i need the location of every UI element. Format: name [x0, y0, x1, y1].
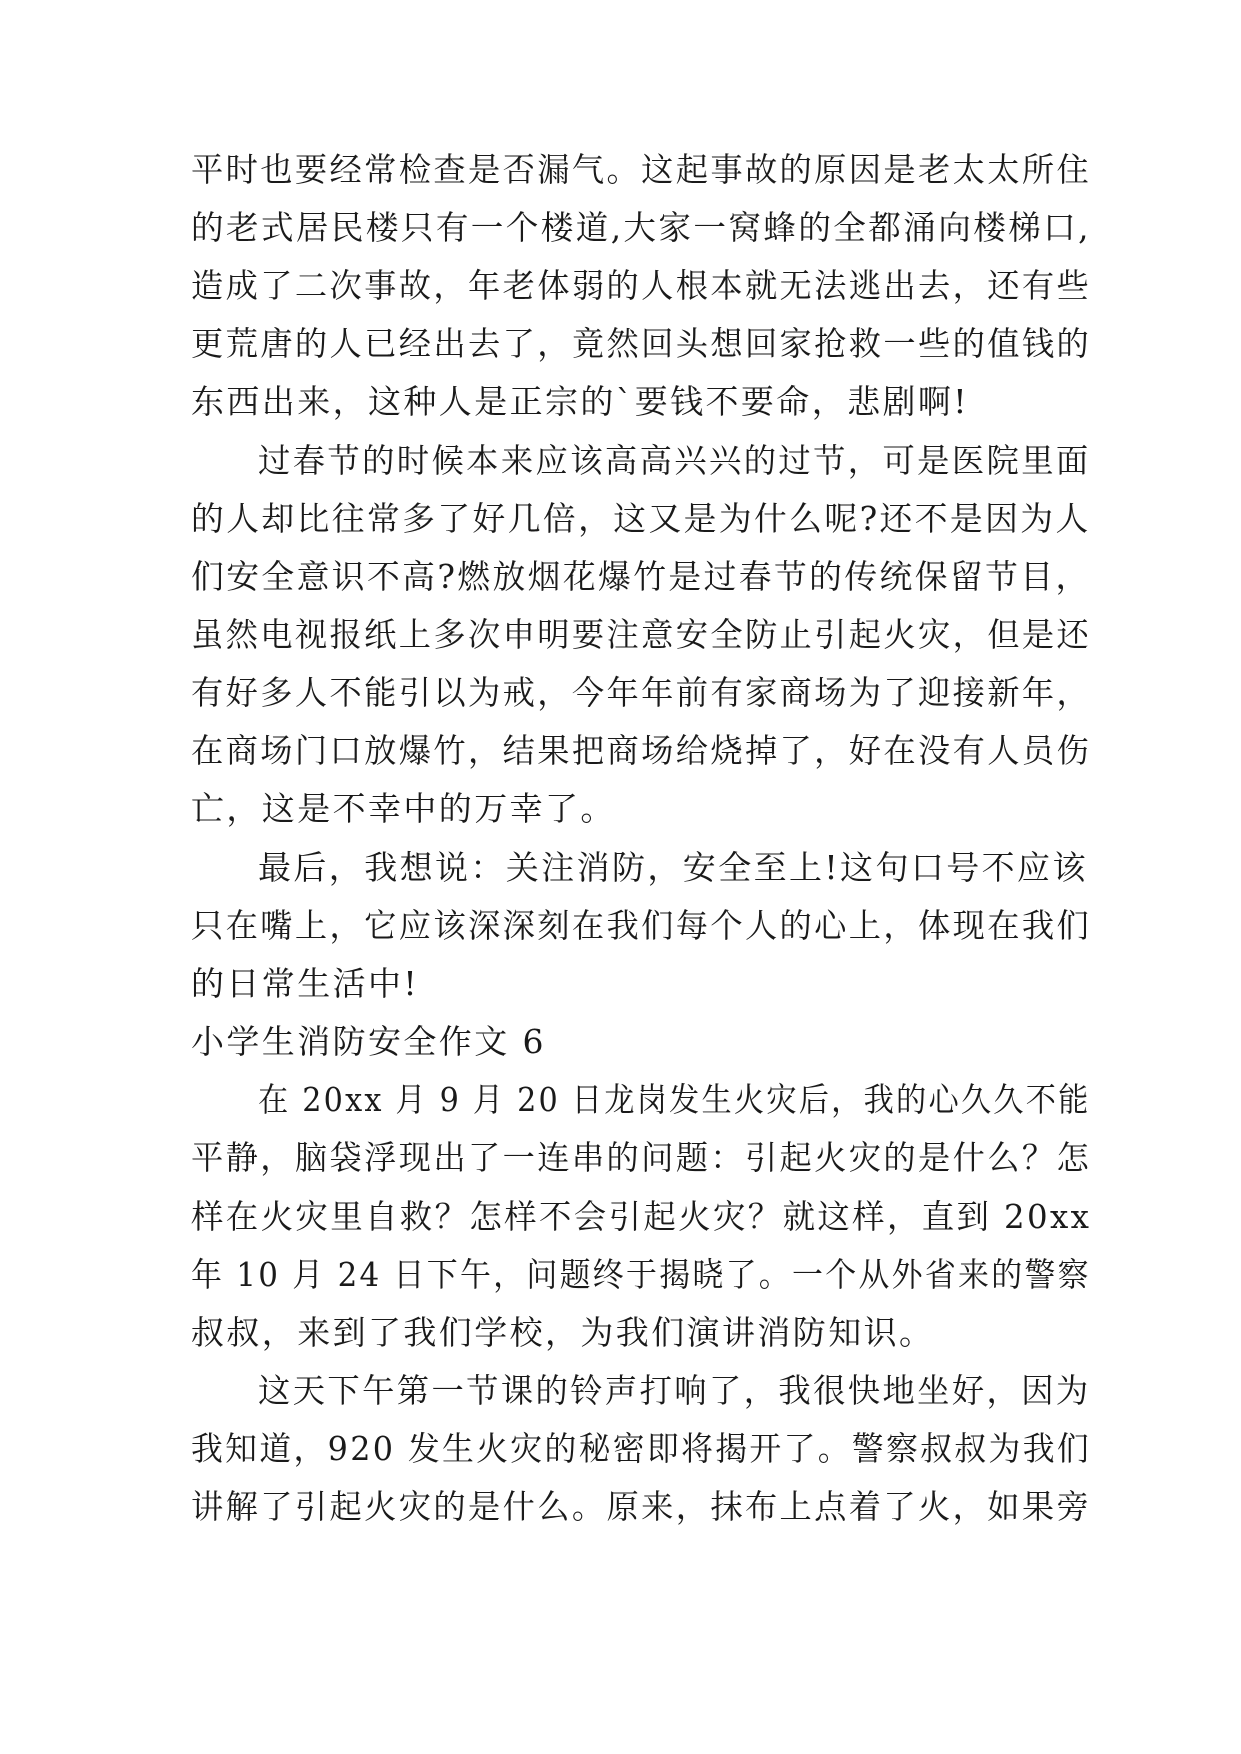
paragraph-first-line: 这天下午第一节课的铃声打响了，我很快地坐好，因为 [258, 1371, 1091, 1410]
text-line: 亡，这是不幸中的万幸了。 [191, 789, 616, 828]
section-heading: 小学生消防安全作文 6 [191, 1022, 546, 1061]
text-line: 东西出来，这种人是正宗的`要钱不要命，悲剧啊! [191, 382, 969, 421]
text-line: 的日常生活中! [191, 964, 420, 1003]
paragraph-first-line: 在 20xx 月 9 月 20 日龙岗发生火灾后，我的心久久不能 [258, 1080, 1091, 1119]
text-line: 有好多人不能引以为戒，今年年前有家商场为了迎接新年， [191, 673, 1092, 712]
text-line: 叔叔，来到了我们学校，为我们演讲消防知识。 [191, 1313, 935, 1352]
text-line: 虽然电视报纸上多次申明要注意安全防止引起火灾，但是还 [191, 615, 1092, 654]
text-line: 们安全意识不高?燃放烟花爆竹是过春节的传统保留节目， [191, 557, 1091, 596]
text-line: 的人却比往常多了好几倍，这又是为什么呢?还不是因为人 [191, 499, 1091, 538]
text-line: 在商场门口放爆竹，结果把商场给烧掉了，好在没有人员伤 [191, 731, 1092, 770]
text-line: 样在火灾里自救？怎样不会引起火灾？就这样，直到 20xx [191, 1197, 1092, 1236]
text-line: 更荒唐的人已经出去了，竟然回头想回家抢救一些的值钱的 [191, 324, 1092, 363]
text-line: 的老式居民楼只有一个楼道,大家一窝蜂的全都涌向楼梯口, [191, 208, 1091, 247]
text-line: 我知道，920 发生火灾的秘密即将揭开了。警察叔叔为我们 [191, 1429, 1092, 1468]
text-line: 平静，脑袋浮现出了一连串的问题：引起火灾的是什么？怎 [191, 1138, 1092, 1177]
paragraph-first-line: 最后，我想说：关注消防，安全至上!这句口号不应该 [258, 848, 1088, 887]
paragraph-first-line: 过春节的时候本来应该高高兴兴的过节，可是医院里面 [258, 441, 1091, 480]
text-line: 讲解了引起火灾的是什么。原来，抹布上点着了火，如果旁 [191, 1487, 1092, 1526]
text-line: 只在嘴上，它应该深深刻在我们每个人的心上，体现在我们 [191, 906, 1092, 945]
text-line: 造成了二次事故，年老体弱的人根本就无法逃出去，还有些 [191, 266, 1092, 305]
text-line: 平时也要经常检查是否漏气。这起事故的原因是老太太所住 [191, 150, 1092, 189]
text-line: 年 10 月 24 日下午，问题终于揭晓了。一个从外省来的警察 [191, 1255, 1091, 1294]
